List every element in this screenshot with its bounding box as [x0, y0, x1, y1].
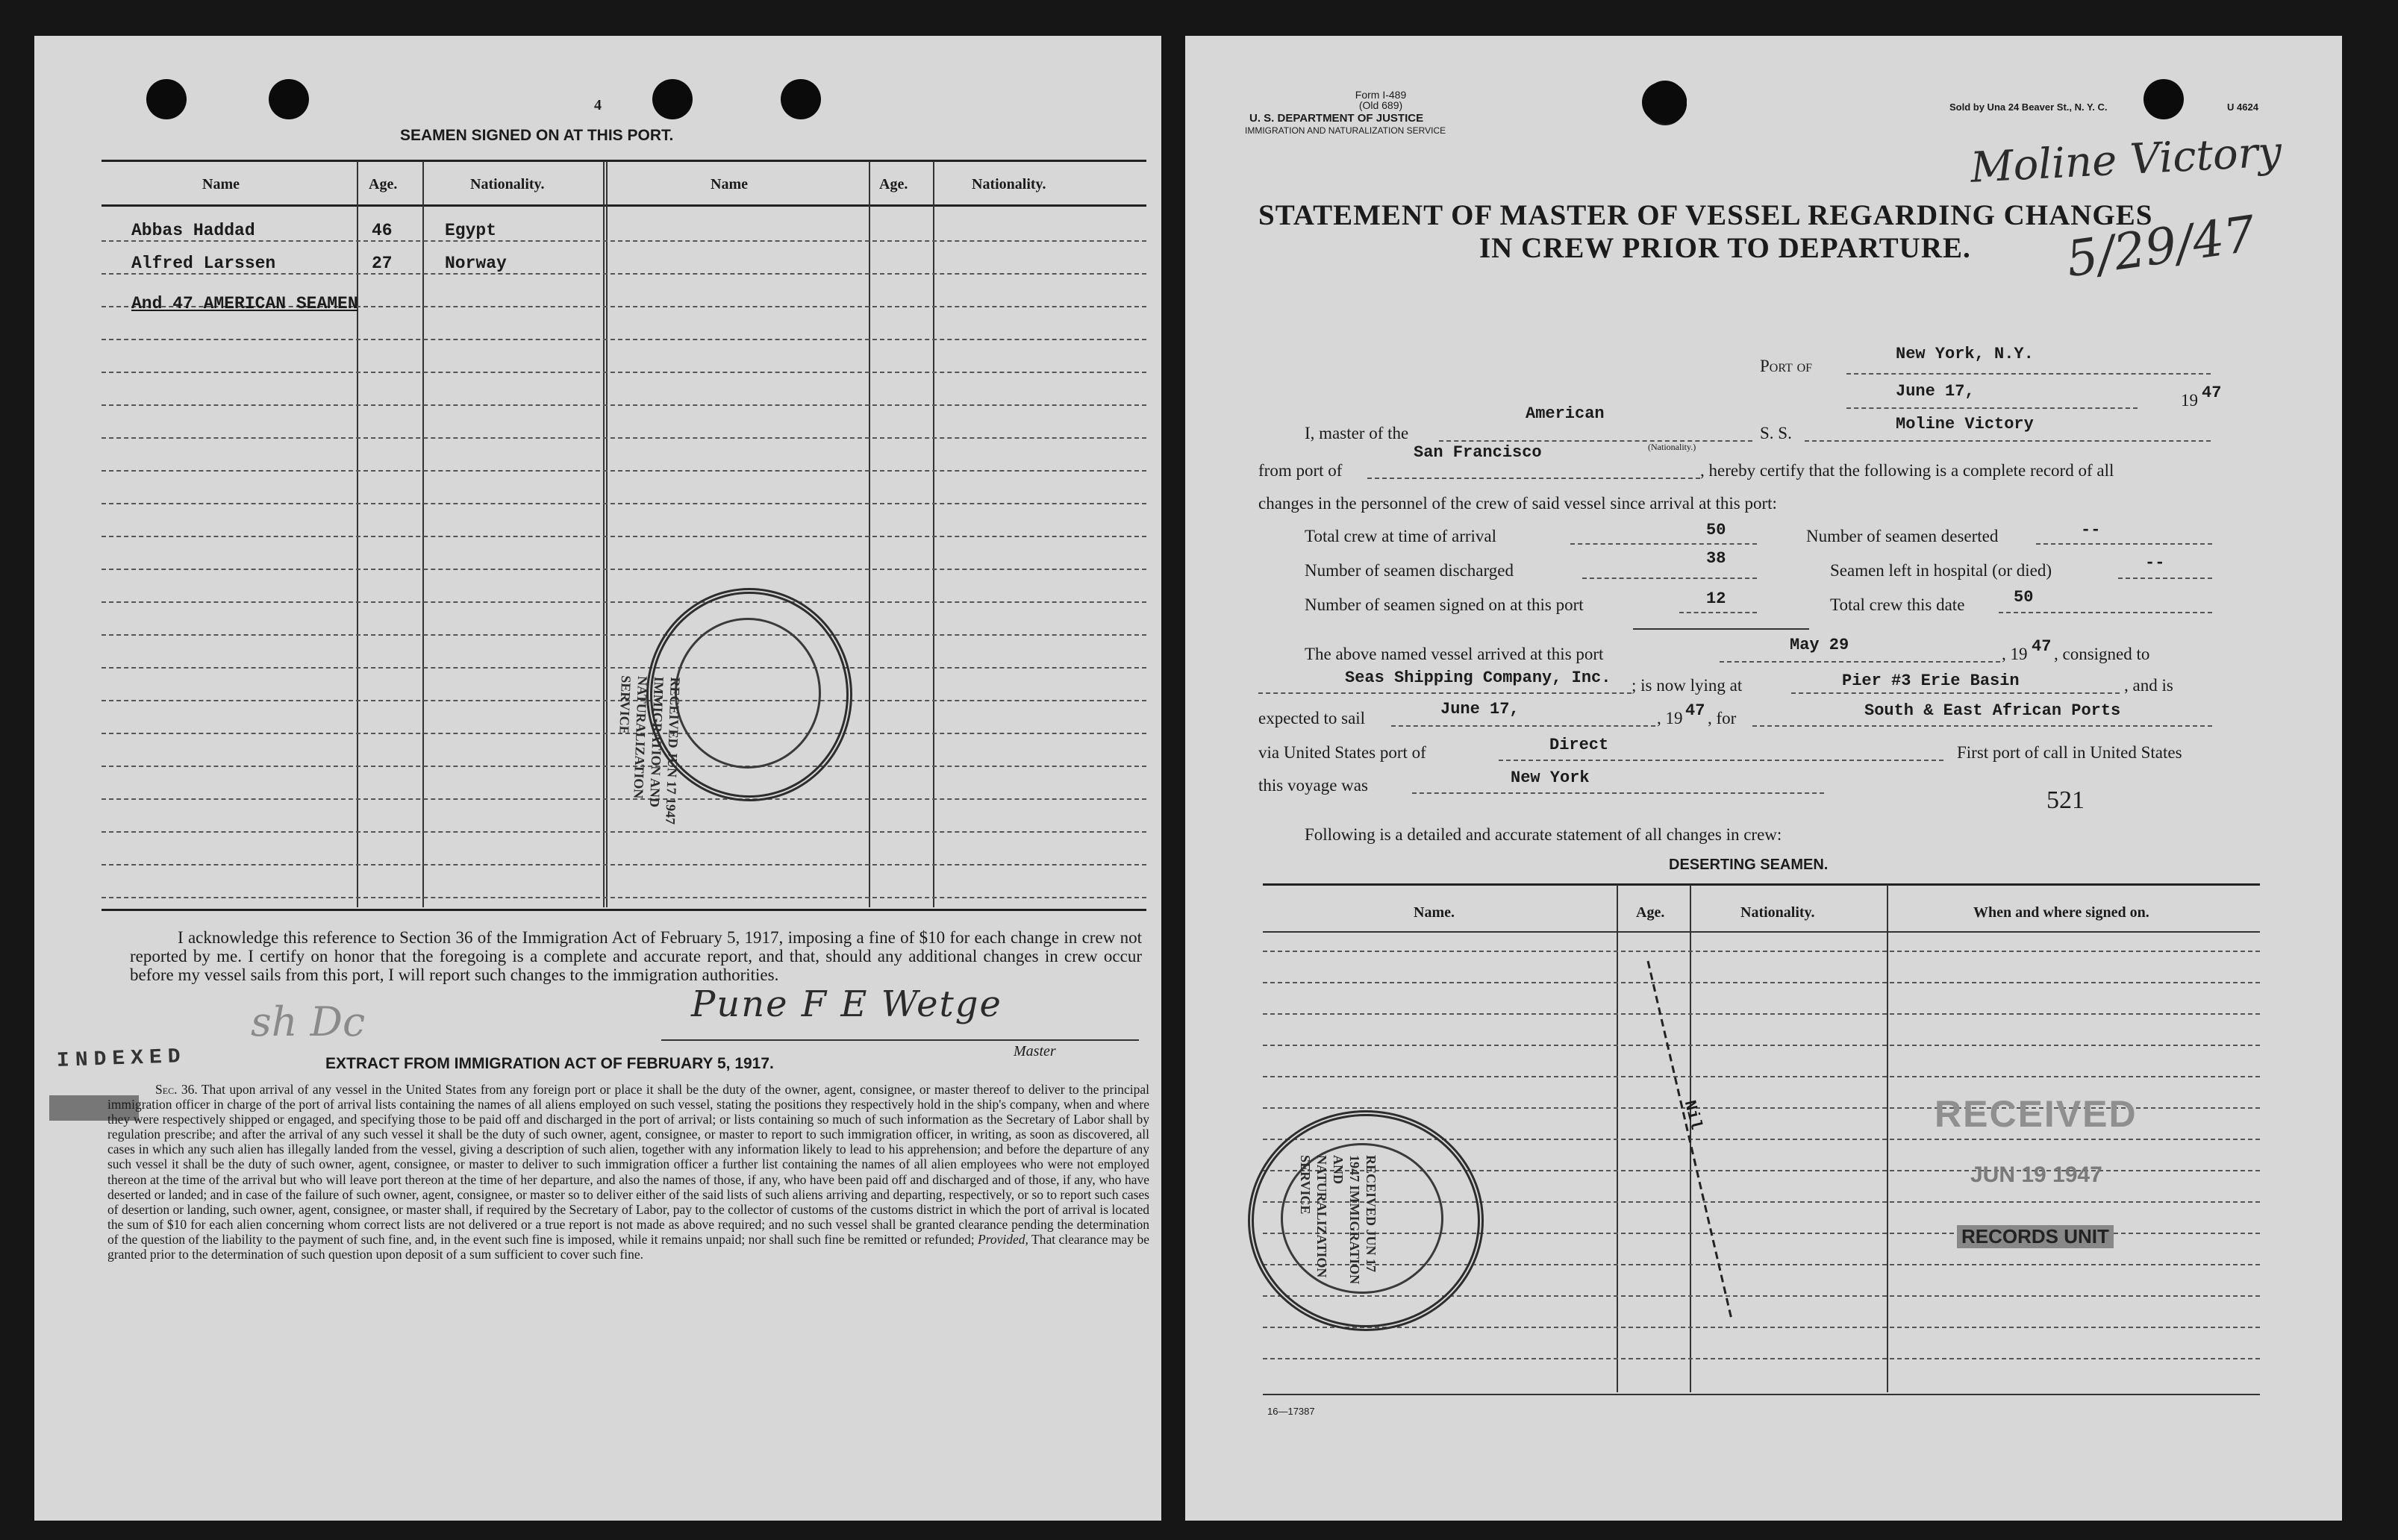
left-page — [34, 36, 1161, 1521]
punch-hole — [146, 79, 187, 119]
fill-line — [1367, 478, 1700, 479]
punch-hole — [1646, 82, 1687, 122]
department-name: U. S. DEPARTMENT OF JUSTICE — [1249, 112, 1424, 125]
form-title-line2: IN CREW PRIOR TO DEPARTURE. — [1479, 232, 1971, 264]
sail-date: June 17, — [1440, 700, 1520, 719]
via-port: Direct — [1549, 736, 1609, 754]
extract-proviso-label: Provided, — [978, 1231, 1028, 1247]
arrived-year: 47 — [2032, 637, 2052, 656]
form-header — [1299, 90, 1463, 110]
extract-section-label: Sec. 36. — [155, 1082, 198, 1097]
ss-label: S. S. — [1760, 424, 1792, 442]
fill-line — [1258, 692, 1632, 694]
section-title: SEAMEN SIGNED ON AT THIS PORT. — [400, 127, 674, 144]
stat-total-arrival: 50 — [1706, 521, 1726, 539]
column-header: Nationality. — [972, 176, 1046, 192]
table-row-rule — [102, 240, 1146, 242]
acknowledgement-text: I acknowledge this reference to Section 36 of the Immigration Act of February 5, 1917, imposing a fine of $10 for each change in crew not reported by me. I certify on honor that the foregoing is a complete and accurate report, and that, should any additional changes in crew occur before my vessel sails from this port, I will report such changes to the immigration authorities. — [130, 928, 1142, 984]
table-row-rule — [102, 536, 1146, 537]
master-signature: Pune F E Wetge — [691, 983, 1002, 1025]
extract-body — [107, 1082, 1149, 1262]
stat-label-total-date: Total crew this date — [1830, 595, 1965, 614]
and-is-label: , and is — [2124, 676, 2173, 695]
column-header: Age. — [369, 176, 398, 192]
fill-line — [1720, 661, 2000, 663]
punch-hole — [2143, 79, 2184, 119]
arrived-year-prefix: , 19 — [2002, 645, 2028, 663]
fill-line — [1791, 692, 2120, 694]
signature-line — [661, 1039, 1139, 1041]
table-cell-age: 46 — [372, 221, 393, 240]
table-row-rule — [102, 831, 1146, 833]
deserting-title: DESERTING SEAMEN. — [1669, 857, 1829, 873]
table-row-rule — [102, 404, 1146, 406]
deserting-table-bottom — [1263, 1394, 2260, 1395]
deserting-table-top — [1263, 883, 2260, 886]
deserting-row-rule — [1263, 1045, 2260, 1046]
following-text: Following is a detailed and accurate statement of all changes in crew: — [1305, 825, 1782, 844]
deserting-row-rule — [1263, 1358, 2260, 1359]
received-stamp-date: JUN 19 1947 — [1970, 1162, 2102, 1187]
handwritten-vessel: Moline Victory — [1969, 128, 2283, 192]
fill-line — [1752, 725, 2212, 727]
stat-label-total-arrival: Total crew at time of arrival — [1305, 527, 1497, 545]
table-cell-nationality: Norway — [445, 254, 507, 273]
column-header: Name — [202, 176, 240, 192]
deserting-row-rule — [1263, 1076, 2260, 1077]
table-cell-name: Abbas Haddad — [131, 221, 255, 240]
year-prefix: 19 — [2181, 391, 2198, 410]
vessel-name: Moline Victory — [1896, 415, 2034, 433]
from-port-value: San Francisco — [1414, 443, 1542, 462]
table-header-rule — [102, 204, 1146, 207]
records-unit-stamp: RECORDS UNIT — [1957, 1225, 2114, 1248]
sold-by: Sold by Una 24 Beaver St., N. Y. C. — [1949, 101, 2108, 113]
received-stamp: RECEIVED — [1935, 1093, 2138, 1135]
table-row-rule — [102, 470, 1146, 472]
year-value: 47 — [2202, 384, 2222, 402]
page-number: 4 — [594, 97, 602, 113]
signature-role: Master — [1014, 1043, 1056, 1059]
fill-line — [2118, 578, 2212, 579]
sail-year: 47 — [1685, 701, 1705, 720]
port-of-value: New York, N.Y. — [1896, 345, 2034, 363]
expected-label: expected to sail — [1258, 709, 1366, 727]
for-label: , for — [1708, 709, 1737, 727]
service-name: IMMIGRATION AND NATURALIZATION SERVICE — [1245, 125, 1446, 136]
sail-year-prefix: , 19 — [1657, 709, 1683, 727]
round-stamp-text: RECEIVED JUN 17 1947 IMMIGRATION AND NATURALIZATION SERVICE — [616, 674, 684, 825]
stat-deserted: -- — [2081, 521, 2101, 539]
fill-line — [1846, 407, 2138, 409]
deserting-column-header: Name. — [1414, 904, 1455, 921]
arrived-label: The above named vessel arrived at this port — [1305, 645, 1604, 663]
deserting-row-rule — [1263, 1327, 2260, 1328]
extract-title: EXTRACT FROM IMMIGRATION ACT OF FEBRUARY 5, 1917. — [325, 1055, 774, 1072]
table-row-rule — [102, 667, 1146, 669]
right-page — [1185, 36, 2342, 1521]
deserting-column-header: Nationality. — [1740, 904, 1815, 921]
table-row-rule — [102, 339, 1146, 340]
stat-label-signed-on: Number of seamen signed on at this port — [1305, 595, 1584, 614]
first-port-label: First port of call in United States — [1957, 743, 2182, 762]
column-header: Name — [711, 176, 748, 192]
first-port-value: New York — [1511, 769, 1590, 787]
print-code: 16—17387 — [1267, 1406, 1315, 1417]
stat-label-hospital: Seamen left in hospital (or died) — [1830, 561, 2052, 580]
table-row-rule — [102, 503, 1146, 504]
table-row-rule — [102, 372, 1146, 373]
changes-text: changes in the personnel of the crew of said vessel since arrival at this port: — [1258, 494, 1777, 513]
table-cell-nationality: Egypt — [445, 221, 497, 240]
nationality-value: American — [1526, 404, 1605, 423]
lying-at: Pier #3 Erie Basin — [1842, 672, 2020, 690]
stat-total-date: 50 — [2014, 588, 2034, 607]
stat-signed-on: 12 — [1706, 589, 1726, 608]
stats-rule — [1633, 628, 1809, 630]
date-value: June 17, — [1896, 382, 1975, 401]
destination: South & East African Ports — [1864, 701, 2121, 720]
fill-line — [1582, 578, 1757, 579]
fill-line — [2036, 543, 2212, 545]
handwritten-date: 5/29/47 — [2062, 204, 2259, 289]
extract-text: That upon arrival of any vessel in the United States from any foreign port or place it shall be the duty of the owner, agent, consignee, or master thereof to deliver to the principal immigration officer in charge of the port of arrival lists containing the names of all aliens employed on such vessel, stating the positions they respectively hold in the ship's company, when and where they were respectively shipped or engaged, and specifying those to be paid off and discharged in the port of arrival; or lists containing so much of such information as the Secretary of Labor shall by regulation prescribe; and after the arrival of any such vessel it shall be the duty of such owner, agent, consignee, or master to report to such immigration officer, in writing, as soon as discovered, all cases in which any such alien has illegally landed from the vessel, giving a description of such alien, together with any information likely to lead to his apprehension; and before the departure of any such vessel it shall be the duty of such owner, agent, consignee, or master to deliver to such immigration officer a further list containing the names of all alien employees who were not employed thereon at the time of the arrival but who will leave port thereon at the time of her departure, and also the names of those, if any, who have been paid off and discharged and of those, if any, who have deserted or landed; and in case of the failure of such owner, agent, consignee, or master so to deliver either of the said lists of such aliens arriving and departing, respectively, or so to report such cases of desertion or landing, such owner, agent, consignee, or master shall, if required by the Secretary of Labor, pay to the collector of customs of the customs district in which the port of arrival is located the sum of $10 for each alien concerning whom correct lists are not delivered or a true report is not made as above required; and no such vessel shall be granted clearance pending the determination of the question of the liability to the payment of such fine, and, in the event such fine is imposed, while it remains unpaid; nor shall such fine be remitted or refunded; — [107, 1082, 1149, 1247]
nationality-caption: (Nationality.) — [1648, 442, 1696, 452]
round-stamp-text: RECEIVED JUN 17 1947 IMMIGRATION AND NATURALIZATION SERVICE — [1298, 1155, 1378, 1285]
deserting-row-rule — [1263, 1013, 2260, 1015]
certify-text: , hereby certify that the following is a complete record of all — [1700, 461, 2114, 480]
table-bottom-rule — [102, 909, 1146, 911]
table-row-rule — [102, 634, 1146, 636]
fill-line — [1391, 725, 1655, 727]
form-title-line1: STATEMENT OF MASTER OF VESSEL REGARDING CHANGES — [1258, 199, 2153, 231]
stat-label-discharged: Number of seamen discharged — [1305, 561, 1514, 580]
fill-line — [1439, 440, 1752, 442]
table-row-rule — [102, 864, 1146, 866]
deserting-table-header-rule — [1263, 931, 2260, 933]
fill-line — [1499, 760, 1943, 761]
stat-discharged: 38 — [1706, 549, 1726, 568]
table-cell-age: 27 — [372, 254, 393, 273]
from-port-label: from port of — [1258, 461, 1343, 480]
via-label: via United States port of — [1258, 743, 1426, 762]
master-of-label: I, master of the — [1305, 424, 1409, 442]
fill-line — [1805, 440, 2211, 442]
fill-line — [1570, 543, 1757, 545]
consignee: Seas Shipping Company, Inc. — [1345, 669, 1611, 687]
stat-hospital: -- — [2145, 554, 2165, 572]
fill-line — [1999, 612, 2212, 613]
deserting-column-header: When and where signed on. — [1973, 904, 2149, 921]
table-row-rule — [102, 273, 1146, 275]
sold-code: U 4624 — [2227, 101, 2258, 113]
nil-text: Nil — [1679, 1098, 1705, 1132]
indexed-stamp: INDEXED — [56, 1045, 187, 1074]
this-voyage-label: this voyage was — [1258, 776, 1368, 795]
column-header: Nationality. — [470, 176, 545, 192]
table-extra-line: And 47 AMERICAN SEAMEN — [131, 294, 358, 313]
table-top-rule — [102, 160, 1146, 162]
arrived-date: May 29 — [1790, 636, 1849, 654]
punch-hole — [781, 79, 821, 119]
lying-label: ; is now lying at — [1632, 676, 1743, 695]
stat-label-deserted: Number of seamen deserted — [1806, 527, 1999, 545]
table-row-rule — [102, 437, 1146, 439]
port-of-label: Port of — [1760, 357, 1813, 375]
table-row-rule — [102, 601, 1146, 603]
punch-hole — [269, 79, 309, 119]
form-old-number: (Old 689) — [1358, 99, 1403, 111]
form-number: Form I-489 — [1355, 89, 1407, 101]
deserting-row-rule — [1263, 951, 2260, 952]
table-cell-name: Alfred Larssen — [131, 254, 276, 273]
consigned-label: , consigned to — [2054, 645, 2150, 663]
column-header: Age. — [879, 176, 908, 192]
deserting-row-rule — [1263, 982, 2260, 983]
form-serial-number: 521 — [2046, 786, 2085, 814]
fill-line — [1679, 612, 1757, 613]
handwritten-initials: sh Dc — [251, 998, 366, 1045]
fill-line — [1846, 373, 2211, 375]
punch-hole — [652, 79, 693, 119]
fill-line — [1412, 792, 1824, 794]
deserting-column-header: Age. — [1636, 904, 1665, 921]
extract-proviso: That clearance may be granted prior to the determination of such question upon deposit of a sum sufficient to cover such fine. — [107, 1231, 1150, 1262]
table-row-rule — [102, 897, 1146, 898]
table-row-rule — [102, 569, 1146, 570]
received-round-stamp-inner — [675, 618, 821, 769]
